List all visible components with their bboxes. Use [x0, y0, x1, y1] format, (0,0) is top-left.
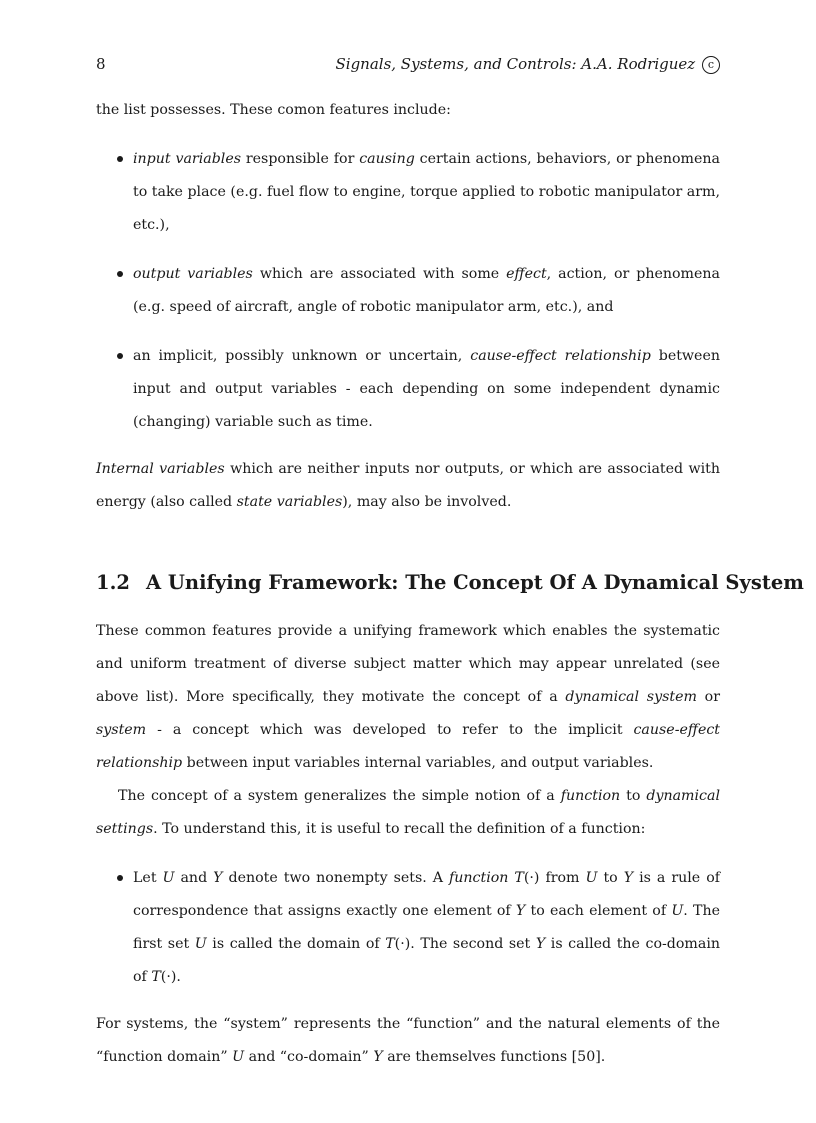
function-paragraph [96, 780, 720, 846]
bullet-icon [117, 353, 123, 359]
paragraph-text: These common features provide a unifying framework which enables the systematic and uniform treatment of diverse subject matter which may appear unrelated (see above list). More specifically, they motivate the concept of a [96, 623, 720, 705]
definition-text: . [176, 969, 181, 985]
list-item-text: an implicit, possibly unknown or uncertain, [133, 348, 471, 364]
list-item [96, 258, 720, 324]
definition-text: is called the co-domain of [133, 936, 721, 985]
math-argument: (·) [160, 969, 177, 985]
body-text [96, 94, 804, 1074]
paragraph-text: . To understand this, it is useful to recall the definition of a function: [153, 821, 646, 837]
term-function: function [560, 788, 621, 804]
term-dynamical-settings: dynamical settings [96, 788, 720, 837]
paragraph-text: which are neither inputs nor outputs, or which are associated with energy (also called [96, 461, 720, 510]
list-item-text: which are associated with some [252, 266, 507, 282]
definition-text: denote two nonempty sets. A [222, 870, 450, 886]
page-number: 8 [96, 55, 106, 73]
math-symbol-u: U [671, 903, 684, 919]
definition-text: and [174, 870, 214, 886]
paragraph-text: are themselves functions [50]. [382, 1049, 606, 1065]
definition-text: is called the domain of [206, 936, 386, 952]
bullet-icon [117, 156, 123, 162]
intro-paragraph: the list possesses. These comon features include: [96, 102, 451, 118]
definition-text: is a rule of correspondence that assigns exactly one element of [133, 870, 720, 919]
math-symbol-u: U [232, 1049, 245, 1065]
math-symbol-t: T [151, 969, 161, 985]
paragraph-text: - a concept which was developed to refer to the implicit [146, 722, 634, 738]
framework-paragraph [96, 615, 720, 780]
running-title-text: Signals, Systems, and Controls: A.A. Rodriguez [335, 55, 696, 73]
running-header [96, 55, 720, 75]
definition-text: . The second set [410, 936, 536, 952]
math-symbol-u: U [162, 870, 175, 886]
bullet-icon [117, 271, 123, 277]
paragraph-text: to [620, 788, 647, 804]
list-item [96, 862, 720, 994]
paragraph-text: For systems, the “system” represents the “function” and the natural elements of the “function domain” [96, 1016, 720, 1065]
math-symbol-y: Y [623, 870, 634, 886]
math-symbol-y: Y [515, 903, 526, 919]
definition-list [96, 862, 720, 994]
closing-paragraph [96, 1008, 720, 1074]
document-page [96, 0, 804, 1123]
definition-text: to each element of [525, 903, 672, 919]
math-symbol-u: U [585, 870, 598, 886]
term-cause-effect-relationship: cause-effect relationship [96, 722, 720, 771]
math-symbol-t: T [514, 870, 524, 886]
math-symbol-y: Y [373, 1049, 383, 1065]
feature-list [96, 143, 720, 439]
math-argument: (·) [523, 870, 540, 886]
math-symbol-t: T [385, 936, 395, 952]
internal-variables-paragraph [96, 453, 720, 519]
bullet-icon [117, 875, 123, 881]
paragraph-text: between input variables internal variables, and output variables. [182, 755, 654, 771]
emphasis-effect: effect [506, 266, 547, 282]
section-number: 1.2 [96, 571, 130, 594]
paragraph-text: ), may also be involved. [342, 494, 512, 510]
definition-text: Let [133, 870, 163, 886]
term-cause-effect-relationship: cause-effect relationship [470, 348, 651, 364]
term-system: system [96, 722, 147, 738]
list-item-text: responsible for [241, 151, 360, 167]
paragraph-text: and “co-domain” [244, 1049, 374, 1065]
definition-text: . The first set [133, 903, 720, 952]
math-symbol-y: Y [213, 870, 223, 886]
term-output-variables: output variables [133, 266, 253, 282]
paragraph-text: or [696, 689, 720, 705]
paragraph-text: The concept of a system generalizes the simple notion of a [118, 788, 561, 804]
definition-text: to [597, 870, 624, 886]
math-argument: (·) [394, 936, 411, 952]
running-title [336, 55, 721, 74]
emphasis-causing: causing [359, 151, 415, 167]
list-item [96, 340, 720, 439]
term-dynamical-system: dynamical system [565, 689, 697, 705]
term-input-variables: input variables [133, 151, 242, 167]
list-item [96, 143, 720, 242]
term-internal-variables: Internal variables [96, 461, 225, 477]
list-item-text: between input and output variables - each depending on some independent dynamic (changing) variable such as time. [133, 348, 720, 430]
term-function: function [449, 870, 509, 886]
list-item-text: certain actions, behaviors, or phenomena to take place (e.g. fuel flow to engine, torque applied to robotic manipulator arm, etc.), [133, 151, 720, 233]
section-title: A Unifying Framework: The Concept Of A Dynamical System [146, 571, 804, 594]
copyright-icon: c [702, 56, 720, 74]
math-symbol-u: U [194, 936, 207, 952]
math-symbol-y: Y [535, 936, 546, 952]
definition-text: from [539, 870, 586, 886]
list-item-text: , action, or phenomena (e.g. speed of aircraft, angle of robotic manipulator arm, etc.), and [133, 266, 721, 315]
term-state-variables: state variables [236, 494, 343, 510]
section-heading [96, 568, 804, 598]
